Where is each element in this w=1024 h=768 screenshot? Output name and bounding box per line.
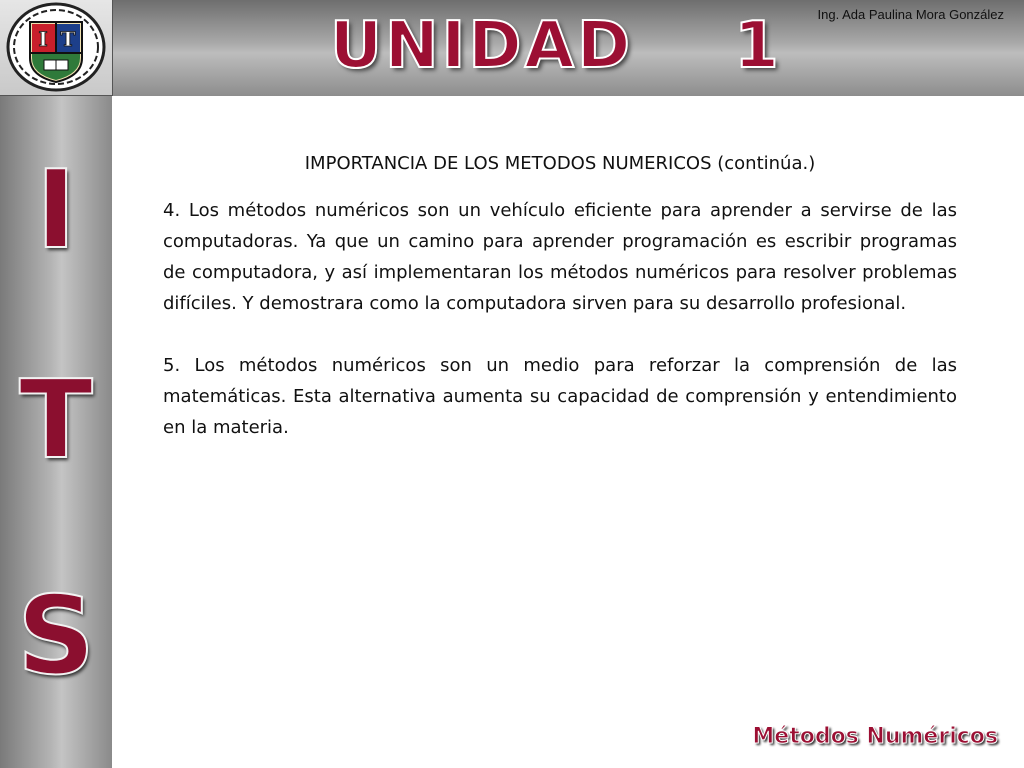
- sidebar-letter-i: I: [35, 148, 77, 273]
- paragraph-5: 5. Los métodos numéricos son un medio para reforzar la comprensión de las matemáticas. Esta alternativa aumenta su capacidad de comprensión y entendimiento en la materia.: [163, 355, 957, 438]
- author-name: Ing. Ada Paulina Mora González: [817, 7, 1004, 22]
- logo-seal-icon: [0, 0, 112, 95]
- slide-content: [163, 148, 957, 474]
- logo-letter-t: T: [60, 27, 76, 51]
- institution-logo: [0, 0, 113, 96]
- paragraph-4: 4. Los métodos numéricos son un vehículo eficiente para aprender a servirse de las computadoras. Ya que un camino para aprender programación es escribir programas de computadora, y así implementaran los métodos numéricos para resolver problemas difíciles. Y demostrara como la computadora sirven para su desarrollo profesional.: [163, 200, 957, 314]
- sidebar: [0, 96, 112, 768]
- footer-course-title: Métodos Numéricos: [752, 724, 998, 749]
- sidebar-letter-s: S: [17, 574, 95, 699]
- sidebar-letter-t: T: [19, 358, 93, 483]
- logo-letter-i: I: [38, 27, 48, 51]
- content-heading: IMPORTANCIA DE LOS METODOS NUMERICOS (continúa.): [304, 153, 816, 174]
- page-title: UNIDAD 1: [330, 9, 782, 83]
